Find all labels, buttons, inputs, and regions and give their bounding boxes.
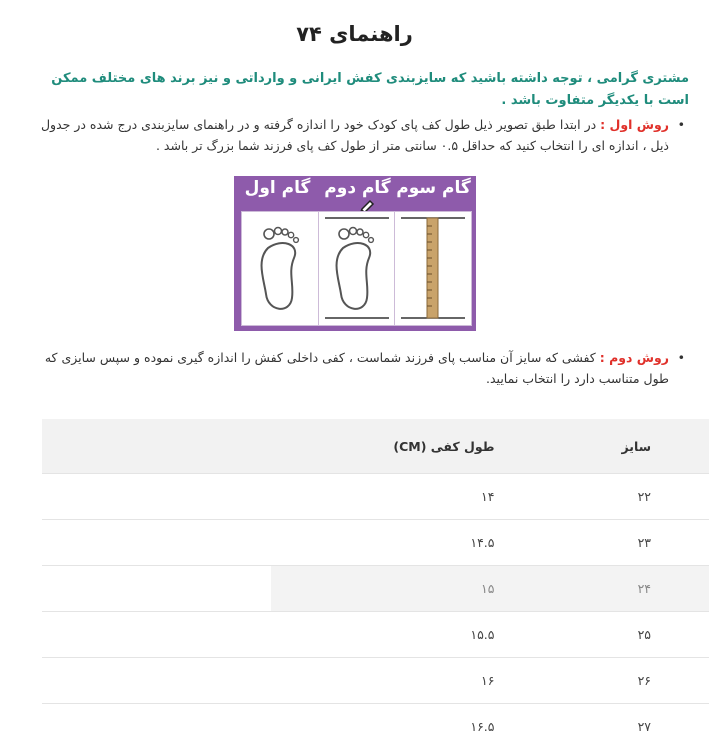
bullet-icon: • bbox=[677, 117, 685, 132]
size-cell: ۲۲ bbox=[494, 474, 709, 520]
size-cell: ۲۷ bbox=[494, 704, 709, 750]
step-one-label: گام اول bbox=[244, 178, 311, 198]
measurement-guide-image bbox=[234, 176, 476, 331]
table-row bbox=[42, 612, 709, 658]
step-one-panel bbox=[241, 211, 319, 326]
size-cell: ۲۴ bbox=[494, 566, 709, 612]
size-cell: ۲۳ bbox=[494, 520, 709, 566]
size-table bbox=[42, 419, 709, 749]
length-cell: ۱۴ bbox=[271, 474, 495, 520]
length-cell: ۱۶.۵ bbox=[271, 704, 495, 750]
steps-bar bbox=[234, 176, 476, 209]
ruler-icon bbox=[395, 212, 471, 325]
bullet-icon: • bbox=[677, 350, 685, 365]
table-row bbox=[42, 474, 709, 520]
method-one-text: در ابتدا طبق تصویر ذیل طول کف پای کودک خود را اندازه گرفته و در راهنمای سایزبندی درج شده در جدول ذیل ، اندازه ای را انتخاب کنید که حداقل ۰.۵ سانتی متر از طول کف پای فرزند شما بزرگ تر باشد . bbox=[40, 117, 669, 153]
length-cell: ۱۶ bbox=[271, 658, 495, 704]
step-three-panel bbox=[394, 211, 472, 326]
table-row bbox=[42, 566, 709, 612]
method-two-label: روش دوم : bbox=[599, 350, 669, 365]
step-two-panel bbox=[318, 211, 396, 326]
table-row bbox=[42, 520, 709, 566]
length-cell: ۱۵.۵ bbox=[271, 612, 495, 658]
page-title: راهنمای ۷۴ bbox=[296, 22, 413, 46]
method-two-text: کفشی که سایز آن مناسب پای فرزند شماست ، کفی داخلی کفش را اندازه گیری نموده و سپس سایزی که طول متناسب دارد را انتخاب نمایید. bbox=[44, 350, 669, 386]
method-two bbox=[0, 347, 709, 389]
step-two-label: گام دوم bbox=[324, 178, 391, 198]
table-row bbox=[42, 704, 709, 750]
size-cell: ۲۶ bbox=[494, 658, 709, 704]
size-cell: ۲۵ bbox=[494, 612, 709, 658]
intro-note: مشتری گرامی ، توجه داشته باشید که سایزبندی کفش ایرانی و وارداتی و نیز برند های مختلف ممکن است با یکدیگر متفاوت باشد . bbox=[51, 71, 689, 108]
traced-footprint-icon bbox=[319, 212, 395, 325]
method-one-label: روش اول : bbox=[600, 117, 669, 132]
size-column-header: سایز bbox=[494, 419, 709, 474]
method-one bbox=[0, 114, 709, 156]
length-cell: ۱۴.۵ bbox=[271, 520, 495, 566]
footprint-icon bbox=[242, 212, 318, 325]
length-cell: ۱۵ bbox=[271, 566, 495, 612]
step-three-label: گام سوم bbox=[396, 178, 471, 198]
table-header-row bbox=[42, 419, 709, 474]
length-column-header: طول کفی (CM) bbox=[271, 419, 495, 474]
table-row bbox=[42, 658, 709, 704]
